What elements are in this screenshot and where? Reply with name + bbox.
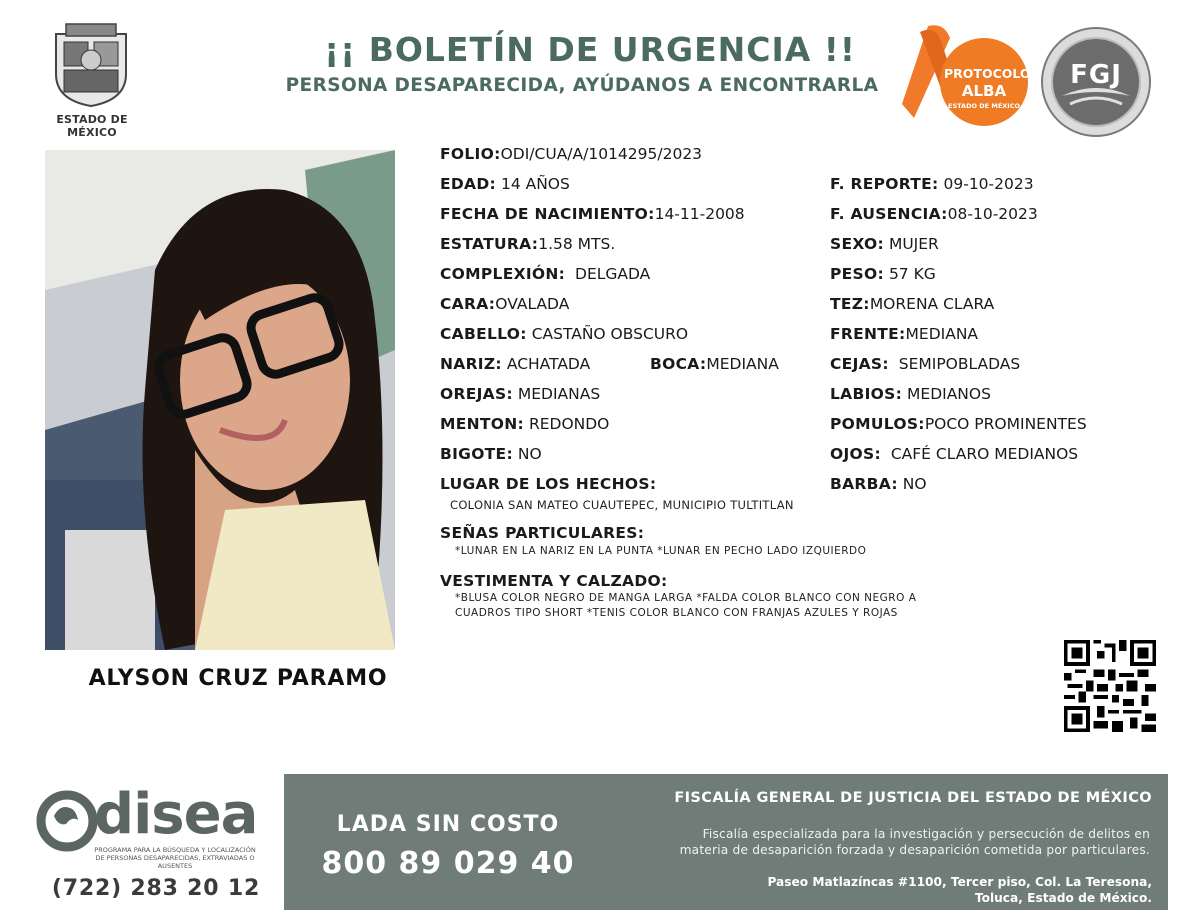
fgje-description: Fiscalía especializada para la investigación y persecución de delitos en materia de desaparición forzada y desaparición cometida por particulares. bbox=[679, 827, 1150, 857]
bulletin-subtitle: PERSONA DESAPARECIDA, AYÚDANOS A ENCONTRARLA bbox=[285, 75, 879, 96]
field-frente: FRENTE:MEDIANA bbox=[830, 325, 979, 343]
field-senas-value: *LUNAR EN LA NARIZ EN LA PUNTA *LUNAR EN PECHO LADO IZQUIERDO bbox=[455, 545, 867, 557]
field-edad: EDAD: 14 AÑOS bbox=[440, 175, 570, 193]
odisea-wordmark: disea bbox=[94, 782, 258, 847]
odisea-phone: (722) 283 20 12 bbox=[51, 876, 261, 901]
missing-person-name: ALYSON CRUZ PARAMO bbox=[88, 666, 388, 691]
field-lugar-label: LUGAR DE LOS HECHOS: bbox=[440, 475, 657, 493]
fgj-letters: FGJ bbox=[1070, 60, 1122, 90]
field-labios: LABIOS: MEDIANOS bbox=[830, 385, 991, 403]
field-cejas: CEJAS: SEMIPOBLADAS bbox=[830, 355, 1021, 373]
field-senas-label: SEÑAS PARTICULARES: bbox=[440, 524, 645, 542]
fgje-address: Paseo Matlazíncas #1100, Tercer piso, Col. La Teresona, Toluca, Estado de México. bbox=[767, 875, 1152, 905]
alba-line1: PROTOCOLO bbox=[944, 66, 1031, 81]
field-peso: PESO: 57 KG bbox=[830, 265, 936, 283]
qr-code-icon[interactable] bbox=[1063, 640, 1157, 732]
odisea-logo bbox=[36, 782, 276, 876]
field-nariz: NARIZ: ACHATADA bbox=[440, 355, 591, 373]
field-vestimenta-line1: *BLUSA COLOR NEGRO DE MANGA LARGA *FALDA COLOR BLANCO CON NEGRO A bbox=[455, 592, 917, 604]
field-fecha-nacimiento: FECHA DE NACIMIENTO:14-11-2008 bbox=[440, 205, 745, 223]
state-label: ESTADO DE MÉXICO bbox=[56, 113, 128, 139]
protocolo-alba-logo bbox=[900, 22, 1030, 134]
odisea-logo-icon bbox=[36, 790, 98, 852]
field-lugar-value: COLONIA SAN MATEO CUAUTEPEC, MUNICIPIO TULTITLAN bbox=[450, 498, 794, 512]
field-sexo: SEXO: MUJER bbox=[830, 235, 939, 253]
lada-label: LADA SIN COSTO bbox=[336, 812, 560, 837]
field-cabello: CABELLO: CASTAÑO OBSCURO bbox=[440, 325, 689, 343]
alba-line3: ESTADO DE MÉXICO bbox=[948, 102, 1020, 110]
field-folio: FOLIO:ODI/CUA/A/1014295/2023 bbox=[440, 145, 703, 163]
field-pomulos: POMULOS:POCO PROMINENTES bbox=[830, 415, 1087, 433]
missing-person-photo bbox=[45, 150, 395, 650]
field-bigote: BIGOTE: NO bbox=[440, 445, 542, 463]
field-barba: BARBA: NO bbox=[830, 475, 927, 493]
lada-number[interactable]: 800 89 029 40 bbox=[321, 846, 575, 881]
field-tez: TEZ:MORENA CLARA bbox=[830, 295, 995, 313]
state-seal-icon bbox=[52, 22, 130, 108]
field-fecha-reporte: F. REPORTE: 09-10-2023 bbox=[830, 175, 1034, 193]
field-vestimenta-label: VESTIMENTA Y CALZADO: bbox=[440, 572, 668, 590]
field-ojos: OJOS: CAFÉ CLARO MEDIANOS bbox=[830, 445, 1079, 463]
field-fecha-ausencia: F. AUSENCIA:08-10-2023 bbox=[830, 205, 1038, 223]
field-boca: BOCA:MEDIANA bbox=[650, 355, 779, 373]
bulletin-title: ¡¡ BOLETÍN DE URGENCIA !! bbox=[324, 30, 856, 69]
field-estatura: ESTATURA:1.58 MTS. bbox=[440, 235, 616, 253]
alba-line2: ALBA bbox=[961, 82, 1007, 100]
field-vestimenta-line2: CUADROS TIPO SHORT *TENIS COLOR BLANCO CON FRANJAS AZULES Y ROJAS bbox=[455, 607, 898, 619]
fgje-title: FISCALÍA GENERAL DE JUSTICIA DEL ESTADO DE MÉXICO bbox=[674, 790, 1152, 806]
field-menton: MENTON: REDONDO bbox=[440, 415, 610, 433]
fgj-logo bbox=[1040, 26, 1152, 138]
field-cara: CARA:OVALADA bbox=[440, 295, 570, 313]
field-complexion: COMPLEXIÓN: DELGADA bbox=[440, 265, 651, 283]
field-orejas: OREJAS: MEDIANAS bbox=[440, 385, 601, 403]
odisea-description: PROGRAMA PARA LA BÚSQUEDA Y LOCALIZACIÓN DE PERSONAS DESAPARECIDAS, EXTRAVIADAS O AUSENTES bbox=[94, 846, 256, 870]
